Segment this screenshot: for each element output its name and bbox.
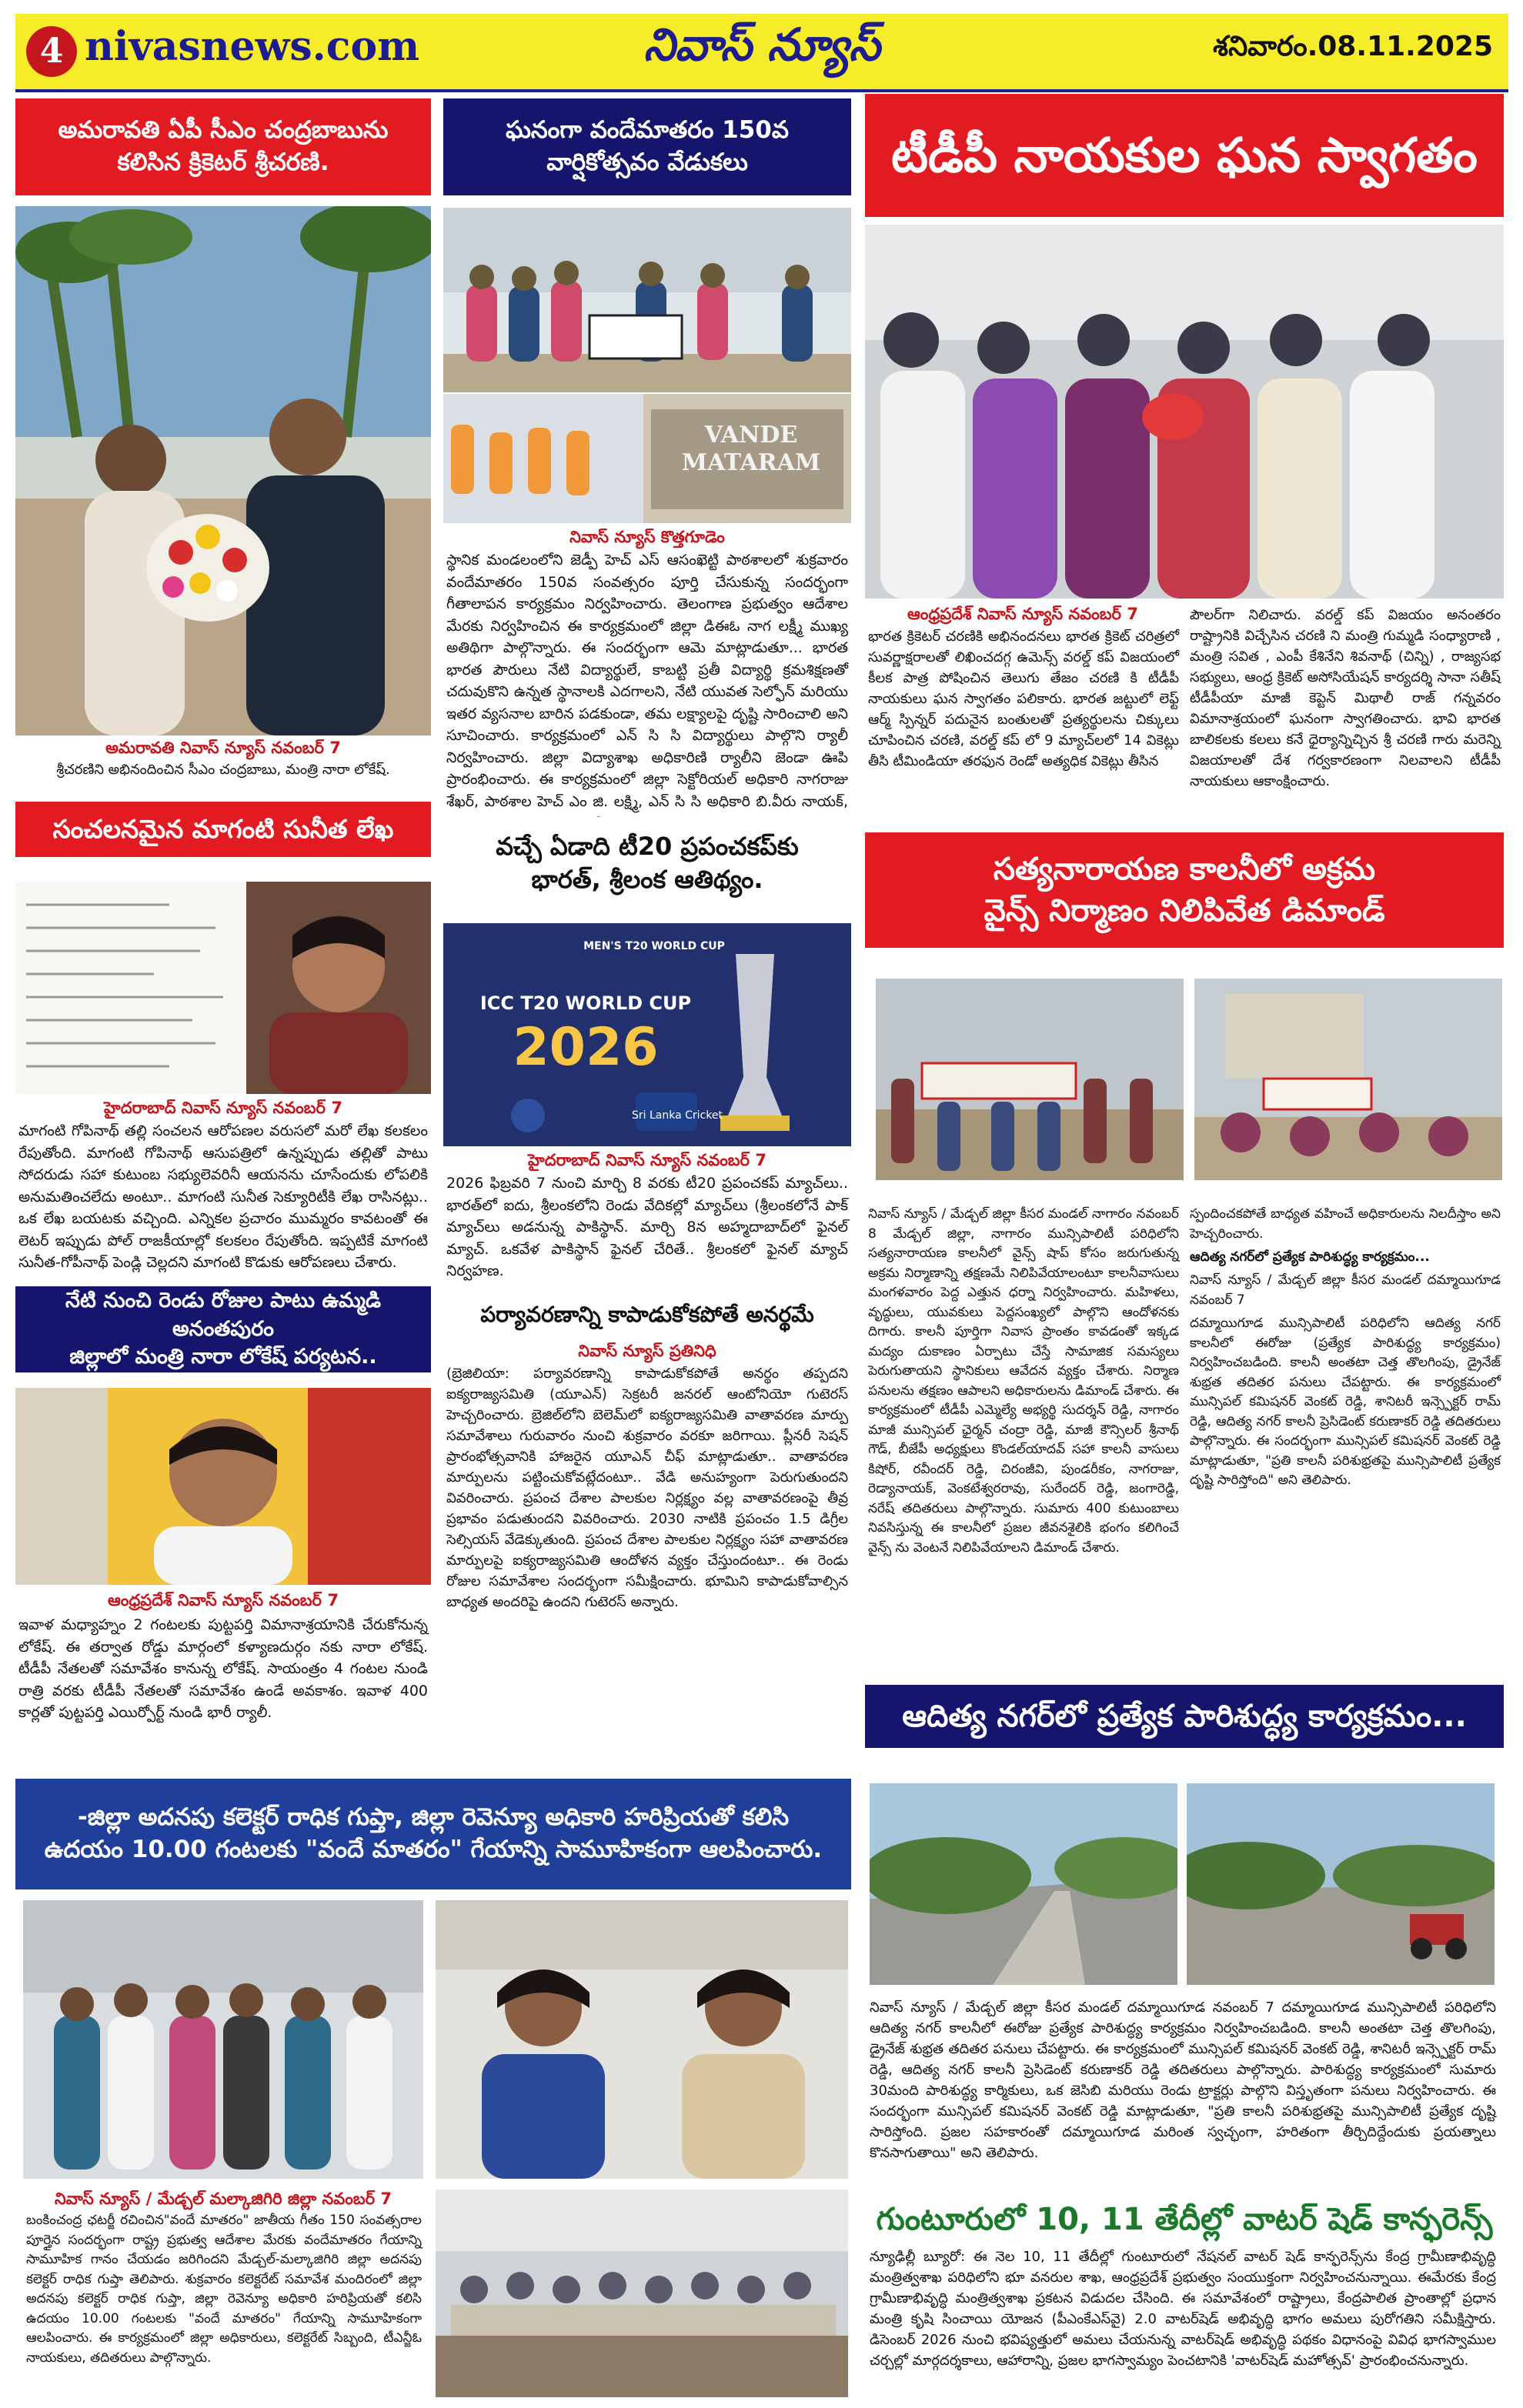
headline-cricketer bbox=[15, 98, 431, 195]
headline-lokesh-line1: నేటి నుంచి రెండు రోజుల పాటు ఉమ్మడి అనంతపురం bbox=[65, 1289, 381, 1341]
graphic-t20-year: 2026 bbox=[513, 1017, 659, 1078]
body-aditya-short: దమ్మాయిగూడ మున్సిపాలిటీ పరిధిలోని ఆదిత్య నగర్ కాలనీలో ఈరోజు (ప్రత్యేక పారిశుద్ధ్య కార్యక్రమం) నిర్వహించబడింది. కాలనీ అంతటా చెత్త తొలగింపు, డ్రైనేజ్ శుభ్రత తదితర పనులు చేపట్టారు. ఈ కార్యక్రమంలో మున్సిపల్ కమిషనర్ వెంకట్ రెడ్డి, శానిటరీ ఇన్స్పెక్టర్ రామ్ రెడ్డి, ఆదిత్య నగర్ కాలనీ ప్రెసిడెంట్ కరుణాకర్ రెడ్డి తదితరులు పాల్గొన్నారు. ఈ సందర్భంగా మున్సిపల్ కమిషనర్ వెంకట్ రెడ్డి మాట్లాడుతూ, "ప్రతి కాలనీ పరిశుభ్రతపై మున్సిపాలిటీ ప్రత్యేక దృష్టి సారిస్తోంది" అని తెలిపారు. bbox=[1190, 1316, 1501, 1488]
headline-t20-line1: వచ్చే ఏడాది టీ20 ప్రపంచకప్‌కు bbox=[496, 831, 799, 861]
body-aditya: నివాస్ న్యూస్ / మేడ్చల్ జిల్లా కీసర మండల్ దమ్మాయిగూడ నవంబర్ 7 దమ్మాయిగూడ మున్సిపాలిటీ పరిధిలోని ఆదిత్య నగర్ కాలనీలో ఈరోజు ప్రత్యేక పారిశుద్ధ్య కార్యక్రమం నిర్వహించబడింది. కాలనీ అంతటా చెత్త తొలగింపు, డ్రైనేజ్ శుభ్రత తదితర పనులు చేపట్టారు. ఈ కార్యక్రమంలో మున్సిపల్ కమిషనర్ వెంకట్ రెడ్డి, శానిటరీ ఇన్స్పెక్టర్ రామ్ రెడ్డి, ఆదిత్య నగర్ కాలనీ ప్రెసిడెంట్ కరుణాకర్ రెడ్డి తదితరులు పాల్గొన్నారు. పారిశుద్ధ్య కార్యక్రమంలో సుమారు 30మంది పారిశుద్ధ్య కార్మికులు, ఒక జెసిబి మరియు రెండు ట్రాక్టర్లు పాల్గొని విస్తృతంగా పనులు నిర్వహించారు. ఈ సందర్భంగా మున్సిపల్ కమిషనర్ వెంకట్ రెడ్డి మాట్లాడుతూ, "ప్రతి కాలనీ పరిశుభ్రతపై మున్సిపాలిటీ ప్రత్యేక దృష్టి సారిస్తోంది. ప్రజల సహకారంతో దమ్మాయిగూడ మరింత స్వచ్ఛంగా, హరితంగా తీర్చిదిద్దేందుకు ప్రయత్నాలు కొనసాగుతాయి" అని తెలిపారు. bbox=[870, 1999, 1496, 2161]
body-wines-col1: నివాస్ న్యూస్ / మేడ్చల్ జిల్లా కీసర మండల్ నాగారం నవంబర్ 8 మేడ్చల్ జిల్లా, నాగారం మున్సిపాలిటీ పరిధిలోని సత్యనారాయణ కాలనీలో వైన్స్ షాప్ కోసం జరుగుతున్న అక్రమ నిర్మాణాన్ని తక్షణమే నిలిపివేయాలంటూ కాలనీవాసులు మంగళవారం పెద్ద ఎత్తున ధర్నా నిర్వహించారు. మహిళలు, వృద్ధులు, యువకులు పెద్దసంఖ్యలో పాల్గొని ఆందోళనకు దిగారు. కాలనీ పూర్తిగా నివాస ప్రాంతం కావడంతో ఇక్కడ మద్యం దుకాణం ఏర్పాటు చేస్తే సామాజిక సమస్యలు పెరుగుతాయని స్థానికులు ఆవేదన వ్యక్తం చేశారు. నిర్మాణ పనులను తక్షణం ఆపాలని అధికారులను డిమాండ్ చేశారు. ఈ కార్యక్రమంలో టీడీపీ ఎమ్మెల్యే అభ్యర్థి సుదర్శన్ రెడ్డి, నాగారం మాజీ మున్సిపల్ ఛైర్మన్ చంద్రా రెడ్డి, మాజీ కౌన్సిలర్ శ్రీనాథ్ గౌడ్, బీజేపీ అధ్యక్షులు కొండల్‌యాదవ్ సహా కాలనీ వాసులు కిషోర్, రవీందర్ రెడ్డి, చిరంజీవి, పుండరీకం, నాగరాజు, రెడ్యానాయక్, వెంకటేశ్వరరావు, సురేందర్ రెడ్డి, జంగారెడ్డి, నరేష్ తదితరులు పాల్గొన్నారు. సుమారు 400 కుటుంబాలు నివసిస్తున్న ఈ కాలనీలో ప్రజల జీవనశైలికి భంగం కలిగించే వైన్స్ ను వెంటనే నిలిపివేయాలని డిమాండ్ చేశారు. bbox=[868, 1206, 1179, 1556]
body-tdp-col2: పౌలర్‌గా నిలిచారు. వరల్డ్ కప్ విజయం అనంతరం రాష్ట్రానికి విచ్చేసిన చరణి ని మంత్రి గుమ్మడి సంధ్యారాణి , మంత్రి సవిత , ఎంపీ కేశినేని శివనాథ్ (చిన్ని) , రాజ్యసభ సభ్యులు, ఆంధ్ర క్రికెట్ అసోసియేషన్ కార్యదర్శి సానా సతీష్ టీడీపీయా మాజీ కెప్టెన్ మిథాలీ రాజ్ గన్నవరం విమానాశ్రయంలో ఘనంగా స్వాగతించారు. భావి భారత బాలికలకు కలలు కనే ధైర్యాన్నిచ్చిన శ్రీ చరణి గారు మరెన్ని విజయాలతో దేశ గర్వకారణంగా నిలవాలని టీడీపీ నాయకులు ఆకాంక్షించారు. bbox=[1190, 607, 1501, 789]
photo-sunitha-letter bbox=[15, 882, 431, 1094]
headline-vandemataram bbox=[443, 98, 851, 195]
sign-text-vande-mataram: VANDE MATARAM bbox=[681, 422, 821, 476]
photo-collector-hall bbox=[436, 2190, 848, 2397]
headline-collector-line2: ఉదయం 10.00 గంటలకు "వందే మాతరం" గేయాన్ని సామూహికంగా ఆలపించారు. bbox=[44, 1836, 823, 1863]
dateline-aditya-short: నివాస్ న్యూస్ / మేడ్చల్ జిల్లా కీసర మండల్ దమ్మాయిగూడ నవంబర్ 7 bbox=[1190, 1272, 1501, 1308]
site-name[interactable]: nivasnews.com bbox=[85, 23, 420, 70]
graphic-t20-badge: MEN'S T20 WORLD CUP bbox=[583, 940, 725, 952]
photo-cricketer-with-lokesh bbox=[15, 206, 431, 735]
graphic-t20-partner: Sri Lanka Cricket bbox=[632, 1109, 723, 1122]
body-tdp-col1: భారత క్రికెటర్ చరణికి అభినందనలు భారత క్రికెట్ చరిత్రలో సువర్ణాక్షరాలతో లిఖించదగ్గ ఉమెన్స్ వరల్డ్ కప్ విజయంలో కీలక పాత్ర పోషించిన తెలుగు తేజం చరణి కి టీడీపీ నాయకులు ఘన స్వాగతం పలికారు. భారత జట్టులో లెఫ్ట్ ఆర్మ్ స్పిన్నర్ పదునైన బంతులతో ప్రత్యర్థులను చిక్కులు చూపించిన చరణి, వరల్డ్ కప్ లో 9 మ్యాచ్‌లలో 14 వికెట్లు తీసి టీమిండియా తరఫున రెండో అత్యధిక వికెట్లు తీసిన bbox=[868, 629, 1179, 769]
headline-lokesh-line2: జిల్లాలో మంత్రి నారా లోకేష్ పర్యటన.. bbox=[69, 1345, 377, 1369]
newspaper-title: నివాస్ న్యూస్ bbox=[643, 18, 880, 71]
headline-wines-line1: సత్యనారాయణ కాలనీలో అక్రమ bbox=[993, 852, 1376, 887]
headline-sunitha: సంచలనమైన మాగంటి సునీత లేఖ bbox=[15, 802, 431, 857]
headline-watershed: గుంటూరులో 10, 11 తేదీల్లో వాటర్ షెడ్ కాన్ఫరెన్స్ bbox=[876, 2202, 1493, 2237]
photo-tdp-welcome bbox=[865, 225, 1504, 599]
issue-date: శనివారం.08.11.2025 bbox=[1213, 31, 1493, 62]
headline-wines-line2: వైన్స్ నిర్మాణం నిలిపివేత డిమాండ్ bbox=[984, 893, 1385, 929]
graphic-t20-title: ICC T20 WORLD CUP bbox=[479, 992, 692, 1014]
headline-aditya: ఆదిత్య నగర్‌లో ప్రత్యేక పారిశుద్ధ్య కార్యక్రమం... bbox=[865, 1685, 1504, 1748]
dateline-tdp: ఆంధ్రప్రదేశ్ నివాస్ న్యూస్ నవంబర్ 7 bbox=[907, 605, 1138, 623]
page-number-badge: 4 bbox=[26, 26, 77, 77]
caption-cricketer: శ్రీచరణిని అభినందించిన సీఎం చంద్రబాబు, మంత్రి నారా లోకేష్. bbox=[56, 762, 390, 778]
dateline-t20: హైదరాబాద్ నివాస్ న్యూస్ నవంబర్ 7 bbox=[528, 1151, 767, 1169]
dateline-lokesh: ఆంధ్రప్రదేశ్ నివాస్ న్యూస్ నవంబర్ 7 bbox=[108, 1591, 339, 1609]
body-t20: 2026 ఫిబ్రవరి 7 నుంచి మార్చి 8 వరకు టీ20 ప్రపంచకప్ మ్యాచ్‌లు.. భారత్‌లో ఐదు, శ్రీలంకలోని రెండు వేదికల్లో మ్యాచ్‌లు (శ్రీలంకలోనే పాక్ మ్యాచ్‌లు అడనున్న పాకిస్థాన్. మార్చి 8న అహ్మదాబాద్‌లో ఫైనల్ మ్యాచ్. ఒకవేళ పాకిస్థాన్ ఫైనల్ చేరితే.. శ్రీలంకలో ఫైనల్ మ్యాచ్ నిర్వహణ. bbox=[446, 1175, 848, 1279]
headline-lokesh bbox=[15, 1286, 431, 1372]
headline-t20 bbox=[443, 817, 851, 909]
headline-collector-line1: -జిల్లా అదనపు కలెక్టర్ రాధిక గుప్తా, జిల్లా రెవెన్యూ అధికారి హరిప్రియతో కలిసి bbox=[77, 1803, 790, 1832]
photo-collector-singing bbox=[23, 1900, 423, 2179]
dateline-collector: నివాస్ న్యూస్ / మేడ్చల్ మల్కాజిగిరి జిల్లా నవంబర్ 7 bbox=[55, 2190, 392, 2208]
body-vandemataram: స్థానిక మండలంలోని జెడ్పీ హెచ్ ఎస్ ఆసంఖెట్టి పాఠశాలలో శుక్రవారం వందేమాతరం 150వ సంవత్సరం పూర్తి చేసుకున్న సందర్భంగా గీతాలాపన కార్యక్రమం నిర్వహించారు. తెలంగాణ ప్రభుత్వం ఆదేశాల మేరకు నిర్వహించిన ఈ కార్యక్రమంలో జిల్లా డిఈఓ నాగ లక్ష్మీ ముఖ్య అతిథిగా పాల్గొన్నారు. ఈ సందర్భంగా ఆమె మాట్లాడుతూ... భారత భారత పౌరులు నేటి విద్యార్థులే, కాబట్టి ప్రతీ విద్యార్థి క్రమశిక్షణతో చదువుకొని ఉన్నత స్థానాలకి ఎదగాలని, నేటి యువత సెల్ఫోన్ మరియు ఇతర వ్యసనాల బారిన పడకుండా, తమ లక్ష్యాలపై దృష్టి సారించాలి అని సూచించారు. కార్యక్రమంలో ఎన్ సి సి విద్యార్థులు పాల్గొని ర్యాలీ నిర్వహించారు. జిల్లా విద్యాశాఖ అధికారిణి ర్యాలీని జెండా ఊపి ప్రారంభించారు. ఈ కార్యక్రమంలో జిల్లా సెక్టోరియల్ అధికారి నాగరాజు శేఖర్, పాఠశాల హెచ్ ఎం జి. లక్ష్మి, ఎన్ సి సి అధికారి బి.వీరు నాయక్, bbox=[446, 552, 848, 810]
body-lokesh: ఇవాళ మధ్యాహ్నం 2 గంటలకు పుట్టపర్తి విమానాశ్రయానికి చేరుకోనున్న లోకేష్. ఈ తర్వాత రోడ్డు మార్గంలో కళ్యాణదుర్గం నకు నారా లోకేష్. టీడీపీ నేతలతో సమావేశం కానున్న లోకేష్. సాయంత్రం 4 గంటల నుండి రాత్రి వరకు టీడీపీ నేతలతో సమావేశం ఉండే అవకాశం. ఇవాళ 400 కార్లతో పుట్టపర్తి ఎయిర్పోర్ట్ నుండి భారీ ర్యాలీ. bbox=[18, 1616, 428, 1721]
dateline-cricketer: అమరావతి నివాస్ న్యూస్ నవంబర్ 7 bbox=[105, 739, 341, 757]
dateline-environment: నివాస్ న్యూస్ ప్రతినిధి bbox=[578, 1342, 716, 1360]
photo-lokesh bbox=[15, 1388, 431, 1585]
photo-aditya-road-left bbox=[870, 1783, 1177, 1985]
headline-collector bbox=[15, 1779, 851, 1889]
headline-tdp: టీడీపీ నాయకుల ఘన స్వాగతం bbox=[865, 94, 1504, 217]
headline-environment: పర్యావరణాన్ని కాపాడుకోకపోతే అనర్థమే bbox=[443, 1292, 851, 1337]
body-watershed: న్యూఢిల్లీ బ్యూరో: ఈ నెల 10, 11 తేదీల్లో గుంటూరులో నేషనల్ వాటర్ షెడ్ కాన్ఫరెన్స్‌ను కేంద్ర గ్రామీణాభివృద్ధి మంత్రిత్వశాఖ పరిధిలోని భూ వనరుల శాఖ, ఆంధ్రప్రదేశ్ ప్రభుత్వం సంయుక్తంగా నిర్వహించనున్నాయి. ఈమేరకు కేంద్ర గ్రామీణాభివృద్ధి మంత్రిత్వశాఖ ప్రకటన విడుదల చేసింది. ఈ సమావేశంలో రాష్ట్రాలు, కేంద్రపాలిత ప్రాంతాల్లో ప్రధాన మంత్రి కృషి సించాయి యోజన (పీఎంకేఎస్‌వై) 2.0 వాటర్‌షెడ్ అభివృద్ధి భాగం అమలు పురోగతిని సమీక్షిస్తారు. డిసెంబర్ 2026 నుంచి భవిష్యత్తులో అమలు చేయనున్న వాటర్‌షెడ్ అభివృద్ధి పథకం విధానంపై వివిధ భాగస్వాముల చర్చల్లో మార్గదర్శకాలు, ఆహారాన్ని, ప్రజల భాగస్వామ్యం పెంచటానికి 'వాటర్‌షెడ్ మహోత్సవ్' ప్రారంభించనున్నారు. bbox=[870, 2249, 1496, 2369]
body-environment: (బ్రెజిలియా: పర్యావరణాన్ని కాపాడుకోకపోతే అనర్థం తప్పదని ఐక్యరాజ్యసమితి (యూఎన్) సెక్రటరీ జనరల్ ఆంటోనియో గుటెరస్ హెచ్చరించారు. బ్రెజిల్‌లోని బెలెమ్‌లో ఐక్యరాజ్యసమితి వాతావరణ మార్పు సమావేశాలు గురువారం నుంచి శుక్రవారం వరకూ జరిగాయి. ప్లీనరీ సెషన్ ప్రారంభోత్సవానికి హాజరైన యూఎన్ చీఫ్ మాట్లాడుతూ.. వాతావరణ మార్పులను పట్టించుకోవట్లేదంటూ.. వేడి అనుహ్యంగా పెరుగుతుందని వివరించారు. ప్రపంచ దేశాల పాలకుల నిర్లక్ష్యం వల్ల వాతావరణంపై తీవ్ర ప్రభావం పడుతుందని వివరించారు. 2030 నాటికి ప్రపంచం 1.5 డిగ్రీల సెల్సియస్ వేడెక్కుతుంది. ప్రపంచ దేశాల పాలకుల నిర్లక్ష్యం సహా వాతావరణ మార్పులపై ఐక్యరాజ్యసమితి ఆందోళన వ్యక్తం చేస్తుందంటూ.. ఈ రెండు రోజుల సమావేశాల సందర్భంగా సమీక్షించారు. భూమిని కాపాడుకోవాల్సిన బాధ్యత అందరిపై ఉందని గుటెరస్ అన్నారు. bbox=[446, 1366, 848, 1610]
body-sunitha: మాగంటి గోపినాథ్ తల్లి సంచలన ఆరోపణల వరుసలో మరో లేఖ కలకలం రేపుతోంది. మాగంటి గోపినాథ్ ఆసుపత్రిలో ఉన్నప్పుడు తల్లితో పాటు సోదరుడు సహా కుటుంబ సభ్యులెవరినీ ఆయనను చూసేందుకు లోపలికి అనుమతించలేదు అంటూ.. మాగంటి సునీత సెక్యూరిటీకి లేఖ రాసినట్లు.. ఒక లేఖ బయటకు వచ్చింది. ఎన్నికల ప్రచారం ముమ్మరం కావటంతో ఈ లెటర్ ఇప్పుడు పోల్ రాజకీయాల్లో కలకలం రేపుతోంది. ఇప్పటికే మాగంటి సునీత-గోపీనాథ్ పెండ్లి చెల్లదని మాగంటి కొడుకు ఆరోపణలు చేశారు. bbox=[18, 1122, 428, 1271]
photo-collector-officials bbox=[436, 1900, 848, 2179]
headline-cricketer-line1: అమరావతి ఏపీ సీఎం చంద్రబాబును bbox=[58, 116, 389, 145]
photo-aditya-road-right bbox=[1187, 1783, 1495, 1985]
headline-wines bbox=[865, 832, 1504, 948]
headline-vandemataram-line2: వార్షికోత్సవం వేడుకలు bbox=[546, 148, 748, 176]
dateline-vandemataram: నివాస్ న్యూస్ కొత్తగూడెం bbox=[569, 528, 725, 546]
body-wines-col2: స్పందించకపోతే బాధ్యత వహించే అధికారులను నిలదీస్తాం అని హెచ్చరించారు. bbox=[1190, 1206, 1501, 1242]
label-aditya-short: ఆదిత్య నగర్‌లో ప్రత్యేక పారిశుద్ధ్య కార్యక్రమం... bbox=[1190, 1249, 1430, 1265]
dateline-sunitha: హైదరాబాద్ నివాస్ న్యూస్ నవంబర్ 7 bbox=[104, 1099, 342, 1117]
body-collector: బంకించంద్ర ఛటర్జీ రచించిన"వందే మాతరం" జాతీయ గీతం 150 సంవత్సరాల పూర్తైన సందర్భంగా రాష్ట్ర ప్రభుత్వ ఆదేశాల మేరకు వందేమాతరం గేయాన్ని సామూహిక గానం చేయడం జరిగిందని మేడ్చల్-మల్కాజిగిరి జిల్లా అదనపు కలెక్టర్ రాధిక గుప్తా తెలిపారు. శుక్రవారం కలెక్టరేట్ సమావేశ మందిరంలో జిల్లా అదనపు కలెక్టర్ రాధిక గుప్తా, జిల్లా రెవెన్యూ అధికారి హరిప్రియతో కలిసి ఉదయం 10.00 గంటలకు "వందే మాతరం" గేయాన్ని సామూహికంగా ఆలపించారు. ఈ కార్యక్రమంలో జిల్లా అధికారులు, కలెక్టరేట్ సిబ్బంది, టీఎన్జీఓ నాయకులు, తదితరులు పాల్గొన్నారు. bbox=[26, 2213, 422, 2366]
headline-vandemataram-line1: ఘనంగా వందేమాతరం 150వ bbox=[506, 116, 789, 145]
headline-t20-line2: భారత్, శ్రీలంక ఆతిథ్యం. bbox=[531, 865, 763, 894]
photo-wines-protest-left bbox=[876, 979, 1184, 1180]
photo-vandemataram-group bbox=[443, 208, 851, 392]
headline-cricketer-line2: కలిసిన క్రికెటర్ శ్రీచరణి. bbox=[117, 148, 329, 176]
photo-wines-protest-right bbox=[1194, 979, 1502, 1180]
